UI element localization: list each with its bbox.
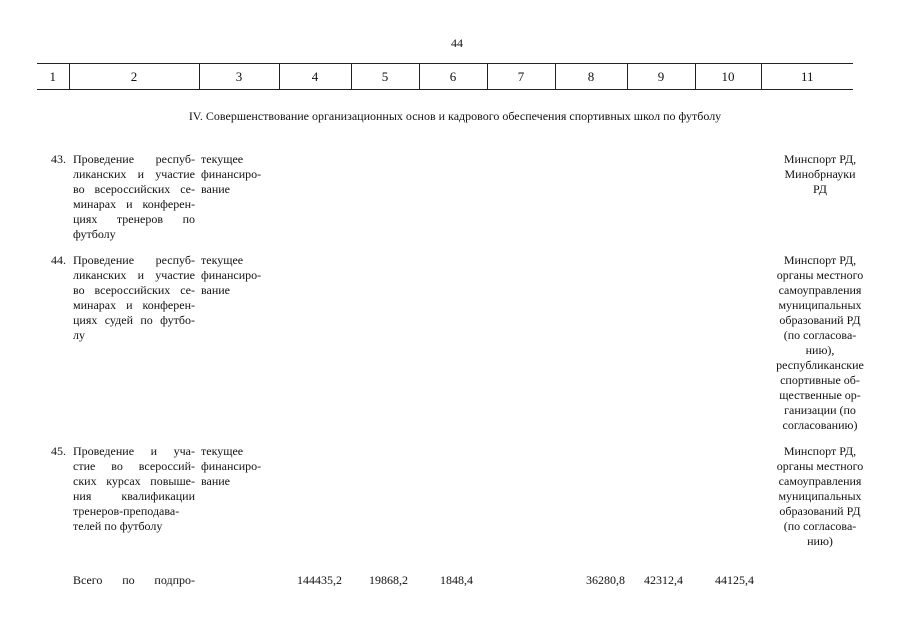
description-line: лу — [73, 328, 85, 342]
financing-line: вание — [201, 283, 231, 297]
column-number-10: 10 — [695, 64, 761, 90]
total-col5: 19868,2 — [369, 573, 408, 587]
row-description — [73, 444, 195, 534]
column-number-8: 8 — [555, 64, 627, 90]
column-number-3: 3 — [199, 64, 279, 90]
description-line: телей по футболу — [73, 519, 163, 533]
description-line: ликанских и участие — [73, 268, 195, 282]
financing-line: текущее — [201, 152, 244, 166]
executor-line: Минспорт РД, — [783, 444, 857, 458]
column-header-row — [37, 63, 853, 90]
row-financing — [201, 253, 281, 298]
total-col6: 1848,4 — [440, 573, 473, 587]
financing-line: вание — [201, 182, 231, 196]
financing-line: финансиро- — [201, 268, 262, 282]
description-line: минарах и конферен- — [73, 197, 195, 211]
executor-line: спортивные об- — [780, 373, 860, 387]
financing-line: финансиро- — [201, 167, 262, 181]
total-col4: 144435,2 — [297, 573, 342, 587]
description-line: Проведение респуб- — [73, 152, 195, 166]
executor-line: РД — [813, 182, 827, 196]
description-line: тренеров-преподава- — [73, 504, 180, 518]
row-description — [73, 253, 195, 343]
executor-line: муниципальных — [778, 489, 862, 503]
row-financing — [201, 152, 281, 197]
executor-line: органы местного — [776, 268, 864, 282]
total-col8: 36280,8 — [586, 573, 625, 587]
executor-line: согласованию) — [782, 418, 858, 432]
description-line: ликанских и участие — [73, 167, 195, 181]
executor-line: щественные ор- — [779, 388, 861, 402]
row-executors — [770, 444, 870, 549]
column-number-9: 9 — [627, 64, 695, 90]
row-executors — [770, 152, 870, 197]
total-label — [73, 573, 195, 588]
financing-line: вание — [201, 474, 231, 488]
executor-line: нию), — [805, 343, 835, 357]
total-col10: 44125,4 — [715, 573, 754, 587]
row-number: 45. — [51, 444, 66, 458]
executor-line: Минспорт РД, — [783, 152, 857, 166]
column-number-4: 4 — [279, 64, 351, 90]
executor-line: нию) — [807, 534, 833, 548]
description-line: ских курсах повыше- — [73, 474, 195, 488]
description-line: во всероссийских се- — [73, 283, 195, 297]
total-col9: 42312,4 — [644, 573, 683, 587]
executor-line: образований РД — [779, 504, 861, 518]
row-number: 44. — [51, 253, 66, 267]
description-line: футболу — [73, 227, 116, 241]
executor-line: органы местного — [776, 459, 864, 473]
executor-line: самоуправления — [778, 474, 862, 488]
column-number-2: 2 — [69, 64, 199, 90]
financing-line: текущее — [201, 444, 244, 458]
executor-line: (по согласова- — [783, 328, 857, 342]
row-description — [73, 152, 195, 242]
column-number-1: 1 — [37, 64, 69, 90]
description-line: Проведение и уча- — [73, 444, 195, 458]
executor-line: Минспорт РД, — [783, 253, 857, 267]
total-label-text: Всего по подпро- — [73, 573, 195, 587]
executor-line: республиканские — [776, 358, 864, 372]
executor-line: образований РД — [779, 313, 861, 327]
column-number-7: 7 — [487, 64, 555, 90]
section-title: IV. Совершенствование организационных основ и кадрового обеспечения спортивных школ по футболу — [188, 109, 722, 123]
executor-line: ганизации (по — [784, 403, 856, 417]
description-line: ния квалификации — [73, 489, 195, 503]
description-line: циях тренеров по — [73, 212, 195, 226]
financing-line: текущее — [201, 253, 244, 267]
column-number-5: 5 — [351, 64, 419, 90]
description-line: минарах и конферен- — [73, 298, 195, 312]
row-number: 43. — [51, 152, 66, 166]
executor-line: муниципальных — [778, 298, 862, 312]
executor-line: Минобрнауки — [784, 167, 856, 181]
column-number-11: 11 — [761, 64, 853, 90]
description-line: стие во всероссий- — [73, 459, 195, 473]
row-financing — [201, 444, 281, 489]
description-line: циях судей по футбо- — [73, 313, 195, 327]
row-executors — [770, 253, 870, 433]
financing-line: финансиро- — [201, 459, 262, 473]
description-line: во всероссийских се- — [73, 182, 195, 196]
executor-line: самоуправления — [778, 283, 862, 297]
page-number: 44 — [451, 36, 463, 50]
executor-line: (по согласова- — [783, 519, 857, 533]
column-number-6: 6 — [419, 64, 487, 90]
description-line: Проведение респуб- — [73, 253, 195, 267]
